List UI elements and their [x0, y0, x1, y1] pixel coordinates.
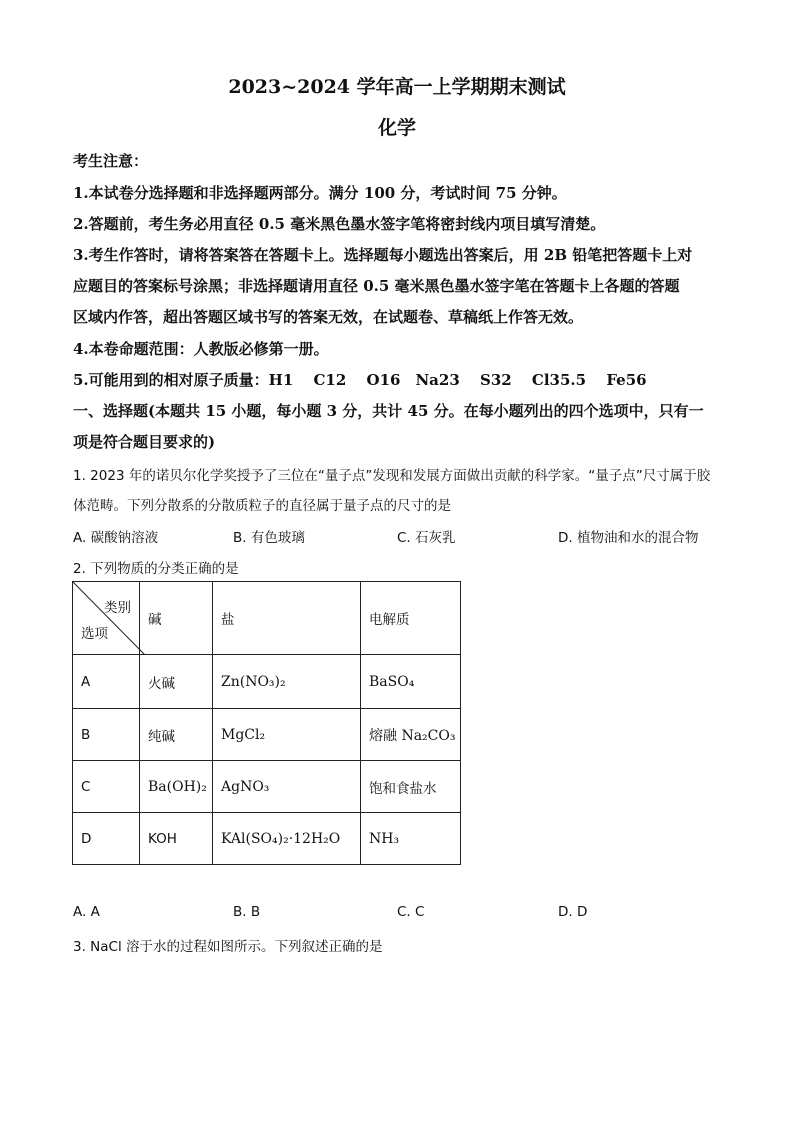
cell-base: KOH [140, 813, 213, 865]
cell-electrolyte: NH₃ [361, 813, 461, 865]
corner-option-label: 选项 [81, 626, 108, 642]
header-salt: 盐 [213, 582, 361, 655]
classification-table [72, 581, 461, 865]
table-row [73, 761, 461, 813]
row-label: D [73, 813, 140, 865]
header-electrolyte: 电解质 [361, 582, 461, 655]
cell-base: 纯碱 [140, 709, 213, 761]
note-3-line-2: 应题目的答案标号涂黑；非选择题请用直径 0.5 毫米黑色墨水签字笔在答题卡上各题的答题 [73, 277, 680, 295]
note-2: 2.答题前，考生务必用直径 0.5 毫米黑色墨水签字笔将密封线内项目填写清楚。 [73, 215, 606, 233]
notes-heading: 考生注意： [73, 152, 149, 170]
row-label: A [73, 655, 140, 709]
cell-salt: AgNO₃ [213, 761, 361, 813]
cell-salt: MgCl₂ [213, 709, 361, 761]
exam-title: 2023~2024 学年高一上学期期末测试 [228, 76, 566, 98]
question-2-stem: 2. 下列物质的分类正确的是 [73, 561, 239, 577]
note-1: 1.本试卷分选择题和非选择题两部分。满分 100 分，考试时间 75 分钟。 [73, 184, 567, 202]
question-1-option-c: C. 石灰乳 [397, 530, 456, 546]
table-row [73, 709, 461, 761]
corner-category-label: 类别 [104, 600, 131, 616]
table-corner-cell [73, 582, 140, 655]
row-label: C [73, 761, 140, 813]
note-4: 4.本卷命题范围：人教版必修第一册。 [73, 340, 329, 358]
cell-electrolyte: 饱和食盐水 [361, 761, 461, 813]
header-base: 碱 [140, 582, 213, 655]
question-2-option-c: C. C [397, 904, 425, 920]
question-3-stem: 3. NaCl 溶于水的过程如图所示。下列叙述正确的是 [73, 939, 383, 955]
section-1-heading-line-1: 一、选择题(本题共 15 小题，每小题 3 分，共计 45 分。在每小题列出的四个选项中，只有一 [73, 402, 704, 420]
diagonal-divider [73, 582, 145, 655]
question-1-stem-line-2: 体范畴。下列分散系的分散质粒子的直径属于量子点的尺寸的是 [73, 498, 451, 514]
table-header-row [73, 582, 461, 655]
cell-salt: KAl(SO₄)₂·12H₂O [213, 813, 361, 865]
table-row [73, 813, 461, 865]
note-3-line-3: 区域内作答，超出答题区域书写的答案无效，在试题卷、草稿纸上作答无效。 [73, 308, 584, 326]
row-label: B [73, 709, 140, 761]
question-2-option-a: A. A [73, 904, 100, 920]
question-1-option-d: D. 植物油和水的混合物 [558, 530, 699, 546]
question-2-option-b: B. B [233, 904, 261, 920]
cell-base: Ba(OH)₂ [140, 761, 213, 813]
section-1-heading-line-2: 项是符合题目要求的) [73, 433, 216, 451]
question-2-option-d: D. D [558, 904, 588, 920]
question-1-option-a: A. 碳酸钠溶液 [73, 530, 159, 546]
question-1-stem-line-1: 1. 2023 年的诺贝尔化学奖授予了三位在“量子点”发现和发展方面做出贡献的科学家。“量子点”尺寸属于胶 [73, 468, 711, 484]
cell-electrolyte: BaSO₄ [361, 655, 461, 709]
cell-electrolyte: 熔融 Na₂CO₃ [361, 709, 461, 761]
table-row [73, 655, 461, 709]
question-1-option-b: B. 有色玻璃 [233, 530, 305, 546]
cell-base: 火碱 [140, 655, 213, 709]
note-5: 5.可能用到的相对原子质量：H1 C12 O16 Na23 S32 Cl35.5 Fe56 [73, 371, 647, 389]
subject-title: 化学 [377, 117, 416, 139]
cell-salt: Zn(NO₃)₂ [213, 655, 361, 709]
note-3-line-1: 3.考生作答时，请将答案答在答题卡上。选择题每小题选出答案后，用 2B 铅笔把答题卡上对 [73, 246, 693, 264]
